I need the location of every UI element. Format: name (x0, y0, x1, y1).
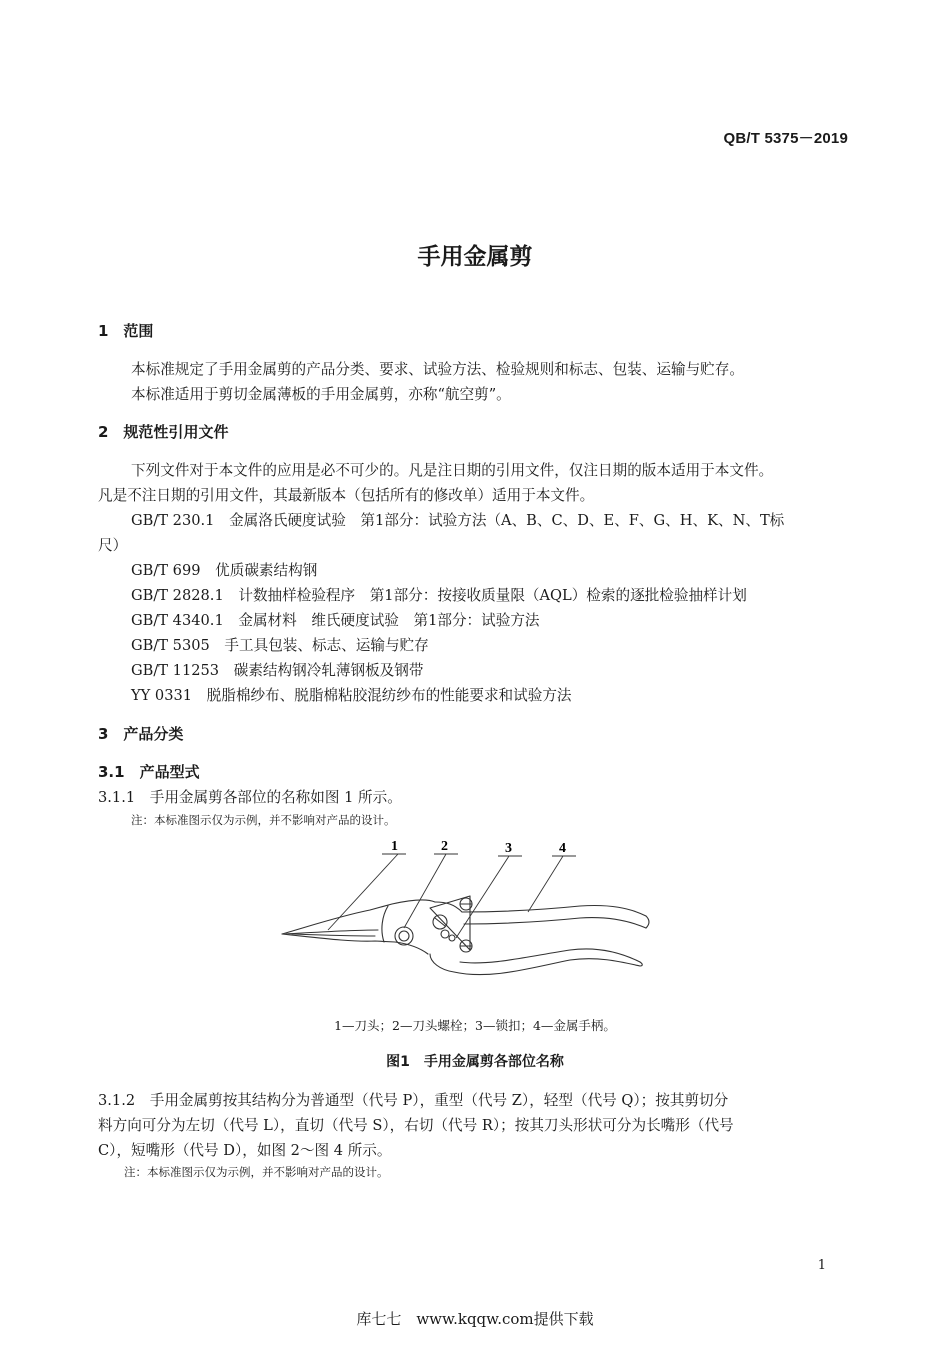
lower-handle-outer (430, 954, 640, 975)
reference-code: GB/T 2828.1 (131, 587, 224, 604)
note-1: 注：本标准图示仅为示例，并不影响对产品的设计。 (131, 813, 396, 827)
reference-code: GB/T 5305 (131, 637, 210, 654)
figure-label-2: 2 (441, 839, 448, 854)
reference-code: GB/T 230.1 (131, 512, 215, 529)
upper-handle-inner (464, 918, 646, 928)
reference-item (131, 634, 429, 655)
reference-continuation: 尺） (98, 537, 128, 554)
reference-title: 计数抽样检验程序 第1部分：按接收质量限（AQL）检索的逐批检验抽样计划 (238, 587, 747, 604)
page-title: 手用金属剪 (417, 244, 533, 270)
figure-label-3: 3 (505, 841, 512, 856)
upper-pivot-curve (435, 902, 462, 912)
reference-title: 碳素结构钢冷轧薄钢板及钢带 (233, 662, 424, 679)
leader-line-2 (404, 854, 446, 928)
section-2-intro-line-1: 下列文件对于本文件的应用是必不可少的。凡是注日期的引用文件，仅注日期的版本适用于本文件。 (131, 462, 774, 479)
section-3-1-2-line-3: C），短嘴形（代号 D），如图 2～图 4 所示。 (98, 1142, 392, 1159)
leader-line-3 (456, 856, 509, 938)
section-2-heading: 2 规范性引用文件 (98, 423, 229, 441)
jaw-cutting-line (286, 930, 378, 934)
note-2: 注：本标准图示仅为示例，并不影响对产品的设计。 (124, 1165, 389, 1179)
reference-item (131, 559, 317, 580)
figure-label-4: 4 (559, 841, 566, 856)
reference-title: 优质碳素结构钢 (215, 562, 318, 579)
section-3-1-2-line-1: 3.1.2 手用金属剪按其结构分为普通型（代号 P），重型（代号 Z），轻型（代号 Q）；按其剪切分 (98, 1092, 729, 1109)
jaw-inner-line (292, 934, 375, 936)
reference-item (131, 509, 784, 530)
jaw-lower-edge (282, 934, 428, 954)
section-1-heading: 1 范围 (98, 322, 154, 340)
blade-bolt (395, 927, 413, 945)
metal-shears-drawing (270, 838, 670, 1008)
section-3-1-1-text: 3.1.1 手用金属剪各部位的名称如图 1 所示。 (98, 789, 402, 806)
section-2-intro-line-2: 凡是不注日期的引用文件，其最新版本（包括所有的修改单）适用于本文件。 (98, 487, 595, 504)
section-3-1-heading: 3.1 产品型式 (98, 763, 200, 781)
section-3-1-2-line-2: 料方向可分为左切（代号 L），直切（代号 S），右切（代号 R）；按其刀头形状可分为长嘴形（代号 (98, 1117, 734, 1134)
reference-code: GB/T 4340.1 (131, 612, 224, 629)
reference-code: YY 0331 (131, 687, 193, 704)
reference-title: 手工具包装、标志、运输与贮存 (224, 637, 429, 654)
standard-code: QB/T 5375－2019 (723, 130, 848, 147)
leader-line-1 (328, 854, 398, 930)
reference-item (131, 684, 572, 705)
reference-item (131, 609, 540, 630)
reference-code: GB/T 699 (131, 562, 201, 579)
upper-handle-end (646, 916, 649, 928)
lower-handle-end (640, 962, 642, 966)
jaw-upper-edge (282, 900, 435, 934)
reference-title: 金属洛氏硬度试验 第1部分：试验方法（A、B、C、D、E、F、G、H、K、N、T标 (229, 512, 785, 529)
section-1-paragraph-1: 本标准规定了手用金属剪的产品分类、要求、试验方法、检验规则和标志、包装、运输与贮存。 (131, 361, 744, 378)
section-1-paragraph-2: 本标准适用于剪切金属薄板的手用金属剪，亦称“航空剪”。 (131, 386, 511, 403)
jaw-curve (382, 906, 388, 942)
figure-label-1: 1 (391, 839, 398, 854)
reference-item (131, 584, 747, 605)
figure-title: 图1 手用金属剪各部位名称 (386, 1054, 564, 1070)
page-number: 1 (817, 1258, 826, 1273)
download-footer: 库七七 www.kqqw.com提供下载 (356, 1310, 594, 1328)
section-3-heading: 3 产品分类 (98, 725, 184, 743)
reference-title: 脱脂棉纱布、脱脂棉粘胶混纺纱布的性能要求和试验方法 (206, 687, 572, 704)
upper-handle-outer (462, 905, 646, 916)
figure-caption: 1—刀头；2—刀头螺栓；3—锁扣；4—金属手柄。 (334, 1018, 616, 1033)
leader-line-4 (528, 856, 563, 912)
reference-title: 金属材料 维氏硬度试验 第1部分：试验方法 (238, 612, 540, 629)
reference-code: GB/T 11253 (131, 662, 220, 679)
reference-item (131, 659, 423, 680)
